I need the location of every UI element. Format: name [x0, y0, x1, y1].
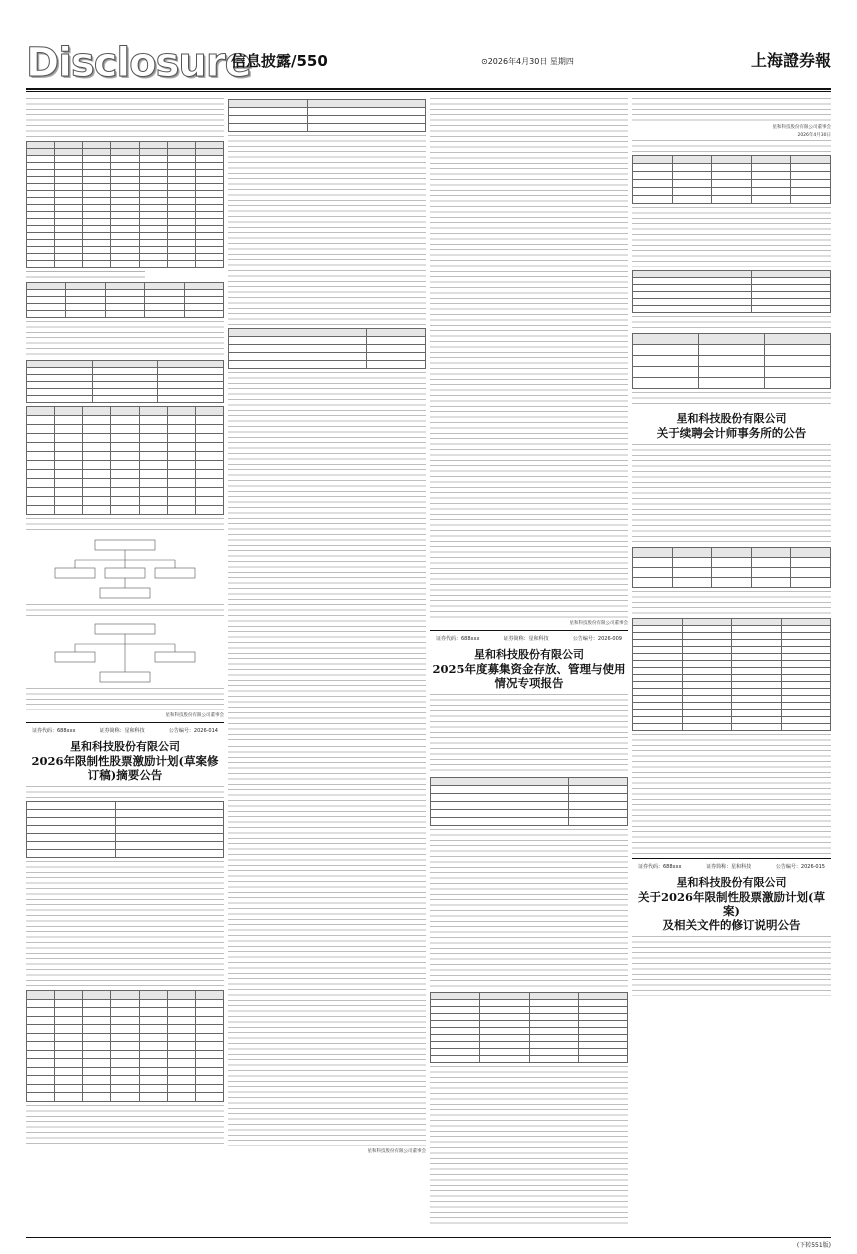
fund-usage-table [430, 777, 628, 826]
issue-date: ⊙2026年4月30日 星期四 [481, 57, 574, 66]
schedule-table [228, 99, 426, 132]
announcement-heading-b [632, 876, 831, 932]
column-3 [430, 96, 628, 1234]
holdings-table [26, 406, 224, 515]
announcement-code-line: 证券代码：688xxx 证券简称：星和科技 公告编号：2026-014 [32, 728, 218, 734]
masthead-rule [26, 88, 831, 90]
company-name: 星和科技股份有限公司 [474, 648, 584, 661]
masthead [26, 40, 831, 86]
signature: 星和科技股份有限公司董事会 [165, 713, 224, 718]
company-name: 星和科技股份有限公司 [676, 876, 787, 889]
column-1 [26, 96, 224, 1234]
performance-target-table [228, 328, 426, 369]
ownership-diagram-2 [26, 622, 224, 684]
column-2 [228, 96, 426, 1234]
announcement-title-line-2: 及相关文件的修订说明公告 [662, 918, 801, 932]
announcement-code-line: 证券代码：688xxx 证券简称：星和科技 公告编号：2026-009 [436, 636, 622, 642]
announcement-heading-a [632, 412, 831, 440]
announcement-code-line: 证券代码：688xxx 证券简称：星和科技 公告编号：2026-015 [638, 864, 825, 870]
attachment-table [632, 155, 831, 204]
section-title: 信息披露/550 [231, 52, 328, 70]
bank-account-table [430, 992, 628, 1063]
company-name: 星和科技股份有限公司 [70, 740, 180, 753]
announcement-title: 2025年度募集资金存放、管理与使用情况专项报告 [432, 662, 626, 690]
newspaper-name: 上海證券報 [750, 51, 831, 70]
announcement-heading [430, 648, 628, 690]
announcement-title: 2026年限制性股票激励计划(草案修订稿)摘要公告 [31, 754, 219, 782]
column-4 [632, 96, 831, 1234]
ownership-diagram-1 [26, 538, 224, 600]
fee-table [632, 618, 831, 731]
masthead-logo: Disclosure [26, 40, 251, 86]
grant-allocation-table [26, 990, 224, 1102]
footer-rule [26, 1237, 831, 1238]
masthead-rule-thin [26, 91, 831, 92]
financial-table [26, 141, 224, 268]
body-text [26, 98, 224, 138]
announcement-heading [26, 740, 224, 782]
summary-table [26, 801, 224, 858]
shareholder-table [26, 282, 224, 318]
announcement-title: 关于续聘会计师事务所的公告 [656, 426, 807, 440]
signature: 星和科技股份有限公司董事会 [367, 1149, 426, 1154]
signature-date: 2026年4月30日 [797, 133, 831, 138]
announcement-title-line-1: 关于2026年限制性股票激励计划(草案) [638, 890, 825, 918]
continued-note: (下转551版) [796, 1242, 831, 1249]
auditor-table [632, 547, 831, 588]
company-name: 星和科技股份有限公司 [676, 412, 787, 425]
signature: 星和科技股份有限公司董事会 [569, 621, 628, 626]
signature: 星和科技股份有限公司董事会 [772, 125, 831, 130]
project-table [632, 333, 831, 389]
